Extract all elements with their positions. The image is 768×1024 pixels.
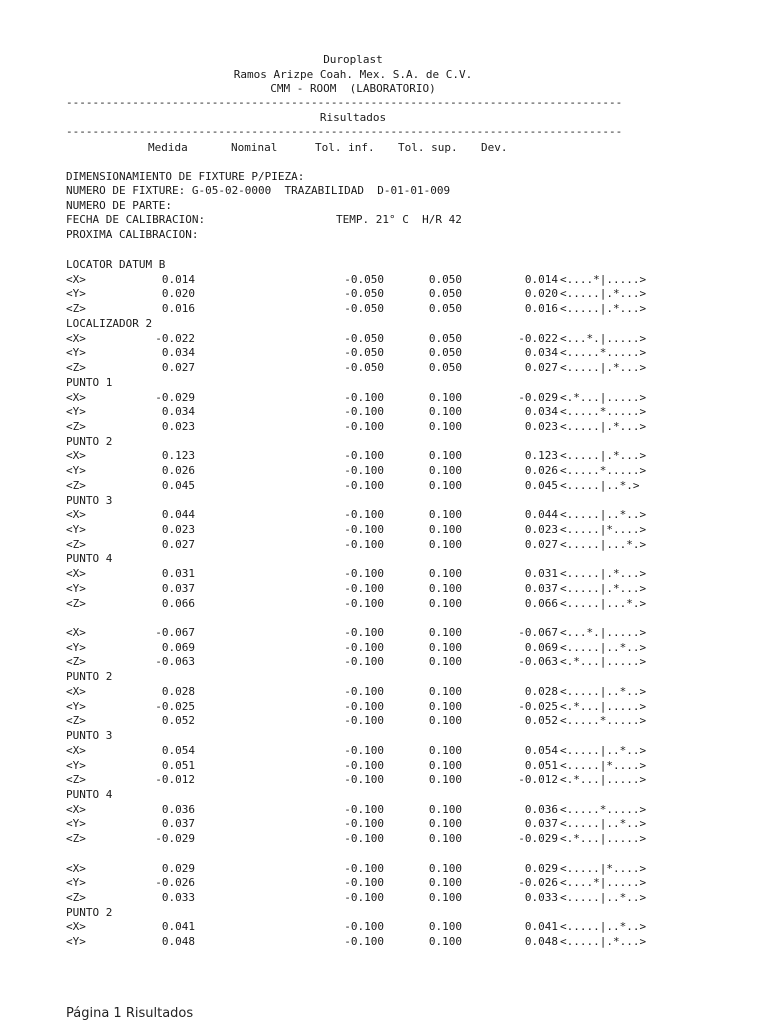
dev-cell: 0.023	[524, 523, 558, 536]
info-line-3: NUMERO DE PARTE:	[66, 199, 172, 212]
table-row	[0, 641, 768, 656]
medida-cell: 0.054	[161, 743, 195, 757]
axis-cell: <Z>	[66, 302, 86, 316]
dev-cell: -0.029	[518, 832, 558, 846]
dev-cell: 0.051	[524, 758, 558, 772]
dev-cell: 0.048	[524, 935, 558, 949]
deviation-indicator: <.*...|.....>	[560, 390, 647, 404]
axis-cell: <Z>	[66, 537, 86, 551]
deviation-indicator: <.....|.*...>	[560, 567, 647, 581]
deviation-indicator: <.....|..*..>	[560, 508, 647, 522]
axis-cell: <X>	[66, 684, 86, 698]
dev-cell: 0.026	[524, 464, 558, 478]
table-row	[0, 891, 768, 906]
tol-inf-cell: -0.100	[344, 478, 384, 492]
axis-cell: <Y>	[66, 346, 86, 360]
tol-sup-cell: 0.100	[428, 581, 462, 595]
group-label-row	[0, 670, 768, 685]
table-row	[0, 567, 768, 582]
deviation-indicator: <.*...|.....>	[560, 773, 647, 787]
table-row	[0, 773, 768, 788]
medida-cell: 0.066	[161, 596, 195, 610]
table-row	[0, 655, 768, 670]
tol-sup-cell: 0.050	[428, 302, 462, 316]
tol-sup-cell: 0.100	[428, 758, 462, 772]
tol-sup-cell: 0.100	[428, 743, 462, 757]
tol-sup-cell: 0.050	[428, 346, 462, 360]
dev-cell: 0.031	[524, 567, 558, 581]
tol-inf-cell: -0.100	[344, 419, 384, 433]
tol-inf-cell: -0.100	[344, 567, 384, 581]
deviation-indicator: <.....|..*..>	[560, 743, 647, 757]
tol-inf-cell: -0.100	[344, 832, 384, 846]
company-location: Ramos Arizpe Coah. Mex. S.A. de C.V.	[233, 68, 473, 81]
deviation-indicator: <.....|...*.>	[560, 596, 647, 610]
table-row	[0, 862, 768, 877]
dev-cell: -0.029	[518, 390, 558, 404]
deviation-indicator: <.....|..*..>	[560, 817, 647, 831]
company-name: Duroplast	[323, 53, 383, 66]
dev-cell: 0.034	[524, 405, 558, 419]
table-row	[0, 803, 768, 818]
axis-cell: <Y>	[66, 464, 86, 478]
dev-cell: 0.041	[524, 920, 558, 934]
dev-cell: -0.067	[518, 626, 558, 639]
table-row	[0, 832, 768, 847]
axis-cell: <Y>	[66, 523, 86, 536]
dev-cell: 0.045	[524, 478, 558, 492]
room-name: CMM - ROOM (LABORATORIO)	[270, 82, 436, 95]
axis-cell: <Z>	[66, 891, 86, 904]
tol-inf-cell: -0.100	[344, 714, 384, 728]
table-row	[0, 876, 768, 891]
medida-cell: 0.029	[161, 861, 195, 875]
dev-cell: 0.034	[524, 346, 558, 360]
medida-cell: 0.036	[161, 802, 195, 816]
tol-sup-cell: 0.100	[428, 773, 462, 787]
tol-inf-cell: -0.100	[344, 773, 384, 787]
medida-cell: 0.016	[161, 302, 195, 316]
table-row	[0, 287, 768, 302]
medida-cell: 0.045	[161, 478, 195, 492]
medida-cell: -0.029	[155, 832, 195, 846]
deviation-indicator: <.....|..*.>	[560, 478, 640, 492]
rule-bottom: ------------------------------------------------------------------------------------	[66, 125, 623, 138]
deviation-indicator: <....*|.....>	[560, 272, 647, 286]
dev-cell: 0.029	[524, 861, 558, 875]
axis-cell: <Y>	[66, 699, 86, 713]
tol-inf-cell: -0.100	[344, 523, 384, 536]
table-row	[0, 759, 768, 774]
col-tol-inf: Tol. inf.	[315, 141, 375, 154]
axis-cell: <X>	[66, 743, 86, 757]
medida-cell: -0.022	[155, 331, 195, 345]
tol-inf-cell: -0.100	[344, 537, 384, 551]
tol-inf-cell: -0.100	[344, 920, 384, 934]
col-dev: Dev.	[481, 141, 508, 154]
medida-cell: 0.023	[161, 419, 195, 433]
medida-cell: 0.014	[161, 272, 195, 286]
medida-cell: 0.041	[161, 920, 195, 934]
tol-sup-cell: 0.100	[428, 891, 462, 904]
tol-sup-cell: 0.050	[428, 272, 462, 286]
section-title: Risultados	[319, 111, 387, 124]
tol-inf-cell: -0.100	[344, 640, 384, 654]
tol-inf-cell: -0.100	[344, 758, 384, 772]
table-row	[0, 332, 768, 347]
tol-sup-cell: 0.050	[428, 361, 462, 374]
tol-sup-cell: 0.100	[428, 537, 462, 551]
group-label: PUNTO 2	[66, 905, 113, 919]
medida-cell: 0.020	[161, 287, 195, 301]
table-row	[0, 449, 768, 464]
medida-cell: 0.069	[161, 640, 195, 654]
tol-inf-cell: -0.100	[344, 464, 384, 478]
medida-cell: 0.027	[161, 537, 195, 551]
medida-cell: 0.044	[161, 508, 195, 522]
dev-cell: 0.020	[524, 287, 558, 301]
info-line-5: PROXIMA CALIBRACION:	[66, 228, 199, 241]
medida-cell: 0.028	[161, 684, 195, 698]
deviation-indicator: <.....|.*...>	[560, 935, 647, 949]
tol-sup-cell: 0.100	[428, 390, 462, 404]
deviation-indicator: <.....|.*...>	[560, 419, 647, 433]
dev-cell: -0.025	[518, 699, 558, 713]
deviation-indicator: <.....|*....>	[560, 758, 647, 772]
tol-sup-cell: 0.100	[428, 817, 462, 831]
axis-cell: <Z>	[66, 419, 86, 433]
table-row	[0, 479, 768, 494]
dev-cell: -0.022	[518, 331, 558, 345]
tol-inf-cell: -0.050	[344, 361, 384, 374]
axis-cell: <X>	[66, 920, 86, 934]
deviation-indicator: <.....|..*..>	[560, 891, 647, 904]
axis-cell: <Z>	[66, 714, 86, 728]
axis-cell: <X>	[66, 861, 86, 875]
tol-inf-cell: -0.100	[344, 861, 384, 875]
group-label: LOCATOR DATUM B	[66, 258, 166, 271]
medida-cell: 0.034	[161, 405, 195, 419]
tol-sup-cell: 0.100	[428, 832, 462, 846]
group-label-row	[0, 494, 768, 509]
medida-cell: -0.026	[155, 876, 195, 890]
group-label-row	[0, 376, 768, 391]
tol-inf-cell: -0.050	[344, 302, 384, 316]
axis-cell: <Z>	[66, 832, 86, 846]
dev-cell: 0.044	[524, 508, 558, 522]
deviation-indicator: <....*|.....>	[560, 876, 647, 890]
medida-cell: 0.027	[161, 361, 195, 374]
table-row	[0, 538, 768, 553]
tol-sup-cell: 0.100	[428, 464, 462, 478]
page-footer: Página 1 Risultados	[66, 1006, 194, 1021]
group-label-row	[0, 435, 768, 450]
axis-cell: <X>	[66, 508, 86, 522]
medida-cell: 0.026	[161, 464, 195, 478]
table-row	[0, 920, 768, 935]
table-row	[0, 714, 768, 729]
axis-cell: <X>	[66, 802, 86, 816]
medida-cell: -0.063	[155, 655, 195, 669]
group-label-row	[0, 552, 768, 567]
axis-cell: <X>	[66, 449, 86, 463]
table-row	[0, 420, 768, 435]
dev-cell: 0.036	[524, 802, 558, 816]
deviation-indicator: <.....|*....>	[560, 861, 647, 875]
deviation-indicator: <.*...|.....>	[560, 699, 647, 713]
tol-sup-cell: 0.050	[428, 287, 462, 301]
axis-cell: <X>	[66, 626, 86, 639]
deviation-indicator: <.....|..*..>	[560, 640, 647, 654]
axis-cell: <Z>	[66, 773, 86, 787]
deviation-indicator: <.....|.*...>	[560, 581, 647, 595]
group-label-row	[0, 788, 768, 803]
deviation-indicator: <.....|.*...>	[560, 361, 647, 374]
deviation-indicator: <.*...|.....>	[560, 655, 647, 669]
tol-inf-cell: -0.050	[344, 331, 384, 345]
axis-cell: <Y>	[66, 287, 86, 301]
deviation-indicator: <.....|..*..>	[560, 684, 647, 698]
tol-sup-cell: 0.100	[428, 478, 462, 492]
group-label-row	[0, 847, 768, 862]
tol-sup-cell: 0.100	[428, 449, 462, 463]
axis-cell: <X>	[66, 567, 86, 581]
medida-cell: 0.031	[161, 567, 195, 581]
tol-inf-cell: -0.100	[344, 626, 384, 639]
medida-cell: 0.023	[161, 523, 195, 536]
medida-cell: 0.051	[161, 758, 195, 772]
tol-inf-cell: -0.100	[344, 405, 384, 419]
tol-inf-cell: -0.100	[344, 684, 384, 698]
axis-cell: <Y>	[66, 640, 86, 654]
deviation-indicator: <.....|.*...>	[560, 302, 647, 316]
deviation-indicator: <.....*.....>	[560, 714, 647, 728]
tol-inf-cell: -0.100	[344, 449, 384, 463]
deviation-indicator: <.....|...*.>	[560, 537, 647, 551]
table-row	[0, 523, 768, 538]
axis-cell: <Y>	[66, 935, 86, 949]
group-label-row	[0, 906, 768, 921]
info-line-4-left: FECHA DE CALIBRACION:	[66, 213, 206, 226]
tol-inf-cell: -0.100	[344, 891, 384, 904]
dev-cell: 0.052	[524, 714, 558, 728]
tol-sup-cell: 0.100	[428, 405, 462, 419]
deviation-indicator: <.....*.....>	[560, 405, 647, 419]
dev-cell: -0.026	[518, 876, 558, 890]
table-row	[0, 346, 768, 361]
table-row	[0, 597, 768, 612]
dev-cell: -0.012	[518, 773, 558, 787]
medida-cell: -0.067	[155, 626, 195, 639]
medida-cell: 0.037	[161, 817, 195, 831]
axis-cell: <X>	[66, 331, 86, 345]
table-row	[0, 817, 768, 832]
dev-cell: 0.033	[524, 891, 558, 904]
table-row	[0, 405, 768, 420]
tol-inf-cell: -0.100	[344, 655, 384, 669]
axis-cell: <Z>	[66, 361, 86, 374]
tol-inf-cell: -0.100	[344, 699, 384, 713]
group-label: PUNTO 2	[66, 670, 113, 684]
dev-cell: 0.037	[524, 581, 558, 595]
tol-sup-cell: 0.100	[428, 802, 462, 816]
tol-sup-cell: 0.100	[428, 567, 462, 581]
tol-inf-cell: -0.100	[344, 596, 384, 610]
medida-cell: 0.048	[161, 935, 195, 949]
tol-sup-cell: 0.100	[428, 935, 462, 949]
medida-cell: 0.037	[161, 581, 195, 595]
axis-cell: <Y>	[66, 758, 86, 772]
deviation-indicator: <.*...|.....>	[560, 832, 647, 846]
info-line-2: NUMERO DE FIXTURE: G-05-02-0000 TRAZABILIDAD D-01-01-009	[66, 184, 451, 197]
tol-inf-cell: -0.100	[344, 581, 384, 595]
dev-cell: 0.054	[524, 743, 558, 757]
info-line-4-right: TEMP. 21° C H/R 42	[336, 213, 462, 226]
axis-cell: <Y>	[66, 405, 86, 419]
tol-inf-cell: -0.050	[344, 287, 384, 301]
table-row	[0, 935, 768, 950]
deviation-indicator: <.....*.....>	[560, 802, 647, 816]
group-label-row	[0, 729, 768, 744]
group-label-row	[0, 258, 768, 273]
rule-top: ------------------------------------------------------------------------------------	[66, 96, 623, 109]
tol-sup-cell: 0.100	[428, 523, 462, 536]
dev-cell: 0.023	[524, 419, 558, 433]
deviation-indicator: <...*.|.....>	[560, 331, 647, 345]
axis-cell: <Y>	[66, 581, 86, 595]
group-label: PUNTO 3	[66, 493, 113, 507]
table-row	[0, 582, 768, 597]
tol-inf-cell: -0.100	[344, 876, 384, 890]
medida-cell: 0.052	[161, 714, 195, 728]
tol-sup-cell: 0.100	[428, 596, 462, 610]
table-row	[0, 626, 768, 641]
dev-cell: 0.027	[524, 537, 558, 551]
dev-cell: 0.027	[524, 361, 558, 374]
table-row	[0, 700, 768, 715]
table-row	[0, 273, 768, 288]
tol-sup-cell: 0.100	[428, 699, 462, 713]
group-label: PUNTO 2	[66, 434, 113, 448]
table-row	[0, 685, 768, 700]
tol-inf-cell: -0.100	[344, 935, 384, 949]
dev-cell: 0.123	[524, 449, 558, 463]
axis-cell: <X>	[66, 390, 86, 404]
axis-cell: <Z>	[66, 655, 86, 669]
medida-cell: -0.029	[155, 390, 195, 404]
col-tol-sup: Tol. sup.	[398, 141, 458, 154]
tol-inf-cell: -0.100	[344, 743, 384, 757]
tol-sup-cell: 0.100	[428, 684, 462, 698]
table-row	[0, 744, 768, 759]
tol-inf-cell: -0.050	[344, 272, 384, 286]
tol-inf-cell: -0.100	[344, 802, 384, 816]
group-label-row	[0, 611, 768, 626]
dev-cell: 0.028	[524, 684, 558, 698]
col-nominal: Nominal	[231, 141, 278, 154]
medida-cell: 0.034	[161, 346, 195, 360]
table-row	[0, 508, 768, 523]
group-label: PUNTO 3	[66, 729, 113, 742]
tol-sup-cell: 0.100	[428, 508, 462, 522]
axis-cell: <Y>	[66, 876, 86, 890]
tol-sup-cell: 0.100	[428, 640, 462, 654]
axis-cell: <X>	[66, 272, 86, 286]
tol-inf-cell: -0.050	[344, 346, 384, 360]
group-label: PUNTO 4	[66, 552, 113, 566]
group-label: PUNTO 1	[66, 375, 113, 389]
info-line-1: DIMENSIONAMIENTO DE FIXTURE P/PIEZA:	[66, 170, 305, 183]
medida-cell: 0.123	[161, 449, 195, 463]
deviation-indicator: <.....|..*..>	[560, 920, 647, 934]
tol-inf-cell: -0.100	[344, 508, 384, 522]
table-row	[0, 302, 768, 317]
axis-cell: <Z>	[66, 478, 86, 492]
tol-sup-cell: 0.100	[428, 920, 462, 934]
dev-cell: -0.063	[518, 655, 558, 669]
dev-cell: 0.069	[524, 640, 558, 654]
axis-cell: <Z>	[66, 596, 86, 610]
group-label: LOCALIZADOR 2	[66, 316, 153, 330]
tol-sup-cell: 0.100	[428, 876, 462, 890]
dev-cell: 0.014	[524, 272, 558, 286]
axis-cell: <Y>	[66, 817, 86, 831]
medida-cell: -0.012	[155, 773, 195, 787]
medida-cell: 0.033	[161, 891, 195, 904]
table-row	[0, 464, 768, 479]
medida-cell: -0.025	[155, 699, 195, 713]
deviation-indicator: <...*.|.....>	[560, 626, 647, 639]
tol-sup-cell: 0.100	[428, 714, 462, 728]
deviation-indicator: <.....|.*...>	[560, 449, 647, 463]
table-row	[0, 361, 768, 376]
dev-cell: 0.066	[524, 596, 558, 610]
group-label: PUNTO 4	[66, 787, 113, 801]
tol-inf-cell: -0.100	[344, 817, 384, 831]
tol-sup-cell: 0.050	[428, 331, 462, 345]
tol-sup-cell: 0.100	[428, 419, 462, 433]
deviation-indicator: <.....*.....>	[560, 464, 647, 478]
table-row	[0, 391, 768, 406]
col-medida: Medida	[148, 141, 188, 154]
deviation-indicator: <.....|*....>	[560, 523, 647, 536]
tol-inf-cell: -0.100	[344, 390, 384, 404]
deviation-indicator: <.....*.....>	[560, 346, 647, 360]
dev-cell: 0.037	[524, 817, 558, 831]
deviation-indicator: <.....|.*...>	[560, 287, 647, 301]
tol-sup-cell: 0.100	[428, 626, 462, 639]
group-label-row	[0, 317, 768, 332]
dev-cell: 0.016	[524, 302, 558, 316]
tol-sup-cell: 0.100	[428, 861, 462, 875]
tol-sup-cell: 0.100	[428, 655, 462, 669]
